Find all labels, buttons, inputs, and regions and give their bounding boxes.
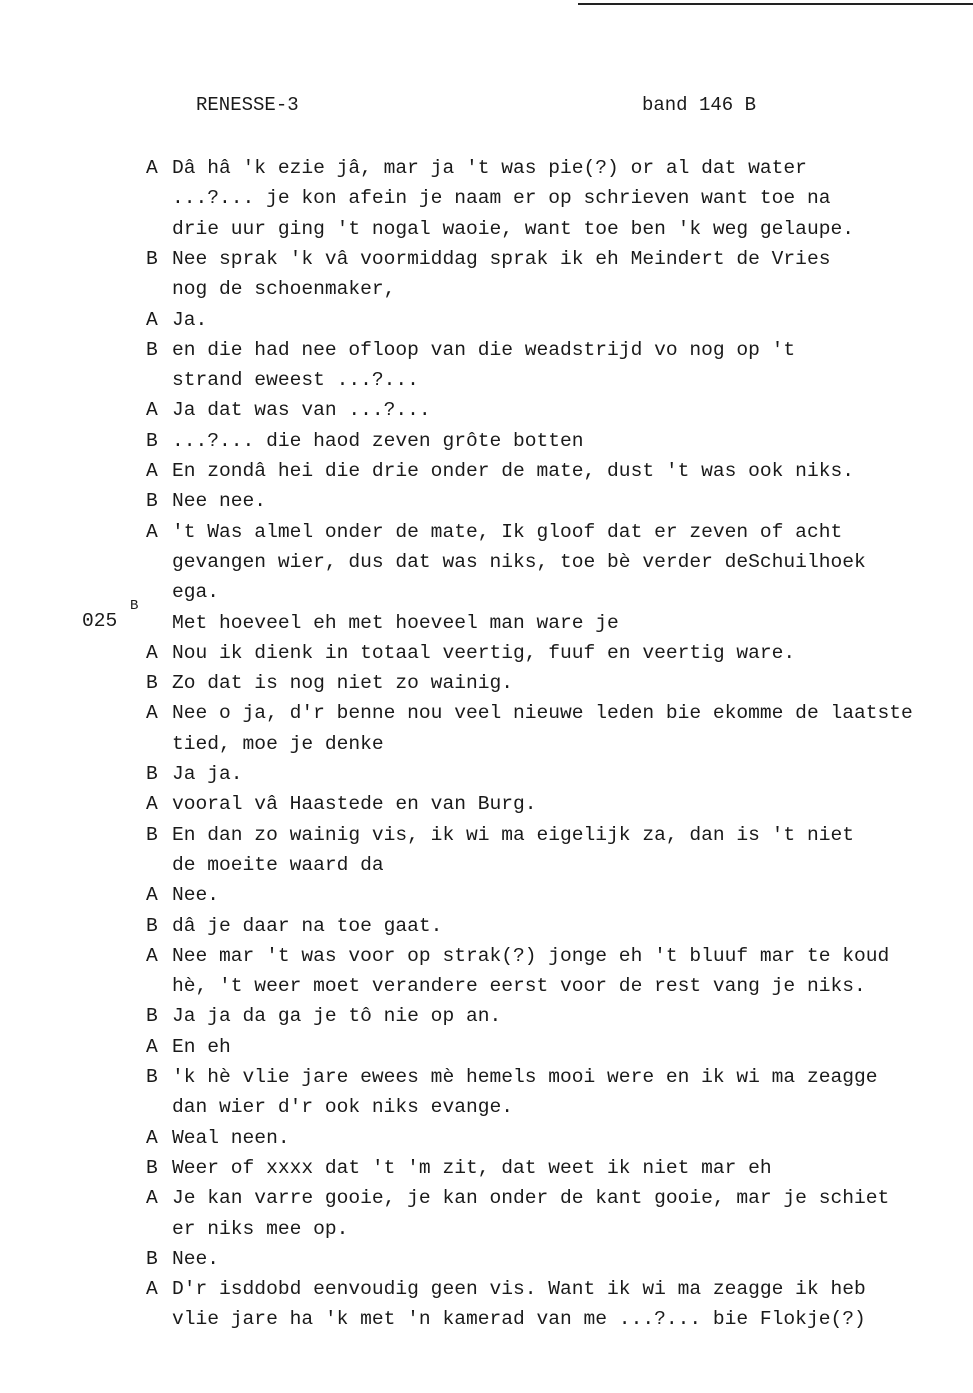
speaker-label: B: [146, 339, 158, 361]
speaker-label: B: [146, 824, 158, 846]
utterance-text: dâ je daar na toe gaat.: [172, 915, 443, 937]
utterance-text: en die had nee ofloop van die weadstrijd vo nog op 't: [172, 339, 796, 361]
speaker-label: A: [146, 157, 158, 179]
header-tape: band 146 B: [641, 94, 756, 116]
utterance-text: Nee.: [172, 1248, 220, 1270]
speaker-label: A: [146, 309, 158, 331]
utterance-text: 'k hè vlie jare ewees mè hemels mooi were en ik wi ma zeagge: [172, 1066, 878, 1088]
speaker-label: A: [146, 945, 158, 967]
utterance-text: dan wier d'r ook niks evange.: [172, 1096, 513, 1118]
utterance-text: En zondâ hei die drie onder de mate, dust 't was ook niks.: [172, 460, 854, 482]
page-header: [196, 94, 756, 116]
utterance-text: ...?... die haod zeven grôte botten: [172, 430, 584, 452]
utterance-text: vlie jare ha 'k met 'n kamerad van me ...?... bie Flokje(?): [172, 1308, 866, 1330]
utterance-text: strand eweest ...?...: [172, 369, 419, 391]
utterance-text: En dan zo wainig vis, ik wi ma eigelijk za, dan is 't niet: [172, 824, 854, 846]
speaker-label: B: [146, 248, 158, 270]
utterance-text: tied, moe je denke: [172, 733, 384, 755]
speaker-label: A: [146, 642, 158, 664]
utterance-text: 't Was almel onder de mate, Ik gloof dat er zeven of acht: [172, 521, 843, 543]
speaker-label: B: [146, 430, 158, 452]
speaker-label: A: [146, 1187, 158, 1209]
utterance-text: Ja ja.: [172, 763, 243, 785]
header-location: RENESSE-3: [196, 94, 299, 116]
utterance-text: Nee nee.: [172, 490, 267, 512]
margin-speaker-mark: B: [130, 598, 139, 614]
utterance-text: drie uur ging 't nogal waoie, want toe ben 'k weg gelaupe.: [172, 218, 854, 240]
utterance-text: nog de schoenmaker,: [172, 278, 396, 300]
top-rule: [578, 3, 973, 5]
utterance-text: Met hoeveel eh met hoeveel man ware je: [172, 612, 619, 634]
utterance-text: Zo dat is nog niet zo wainig.: [172, 672, 513, 694]
utterance-text: Ja dat was van ...?...: [172, 399, 431, 421]
utterance-text: Nee mar 't was voor op strak(?) jonge eh 't bluuf mar te koud: [172, 945, 890, 967]
speaker-label: B: [146, 1157, 158, 1179]
utterance-text: Je kan varre gooie, je kan onder de kant gooie, mar je schiet: [172, 1187, 890, 1209]
speaker-label: B: [146, 1066, 158, 1088]
speaker-label: B: [146, 1248, 158, 1270]
utterance-text: Ja.: [172, 309, 208, 331]
utterance-text: En eh: [172, 1036, 231, 1058]
speaker-label: A: [146, 1278, 158, 1300]
utterance-text: Weal neen.: [172, 1127, 290, 1149]
speaker-label: B: [146, 763, 158, 785]
speaker-label: B: [146, 672, 158, 694]
utterance-text: D'r isddobd eenvoudig geen vis. Want ik wi ma zeagge ik heb: [172, 1278, 866, 1300]
utterance-text: Nee o ja, d'r benne nou veel nieuwe leden bie ekomme de laatste: [172, 702, 913, 724]
speaker-label: A: [146, 399, 158, 421]
margin-line-number: 025: [82, 610, 118, 632]
speaker-label: A: [146, 702, 158, 724]
utterance-text: Ja ja da ga je tô nie op an.: [172, 1005, 502, 1027]
speaker-label: B: [146, 1005, 158, 1027]
utterance-text: hè, 't weer moet verandere eerst voor de rest vang je niks.: [172, 975, 866, 997]
utterance-text: Nou ik dienk in totaal veertig, fuuf en veertig ware.: [172, 642, 796, 664]
utterance-text: er niks mee op.: [172, 1218, 349, 1240]
speaker-label: A: [146, 884, 158, 906]
utterance-text: vooral vâ Haastede en van Burg.: [172, 793, 537, 815]
speaker-label: A: [146, 1036, 158, 1058]
utterance-text: Nee.: [172, 884, 220, 906]
utterance-text: Weer of xxxx dat 't 'm zit, dat weet ik niet mar eh: [172, 1157, 772, 1179]
speaker-label: B: [146, 915, 158, 937]
utterance-text: de moeite waard da: [172, 854, 384, 876]
speaker-label: A: [146, 460, 158, 482]
speaker-label: A: [146, 793, 158, 815]
utterance-text: ega.: [172, 581, 220, 603]
utterance-text: gevangen wier, dus dat was niks, toe bè verder deSchuilhoek: [172, 551, 866, 573]
speaker-label: A: [146, 521, 158, 543]
utterance-text: Nee sprak 'k vâ voormiddag sprak ik eh Meindert de Vries: [172, 248, 831, 270]
utterance-text: Dâ hâ 'k ezie jâ, mar ja 't was pie(?) or al dat water: [172, 157, 807, 179]
utterance-text: ...?... je kon afein je naam er op schrieven want toe na: [172, 187, 831, 209]
speaker-label: B: [146, 490, 158, 512]
speaker-label: A: [146, 1127, 158, 1149]
